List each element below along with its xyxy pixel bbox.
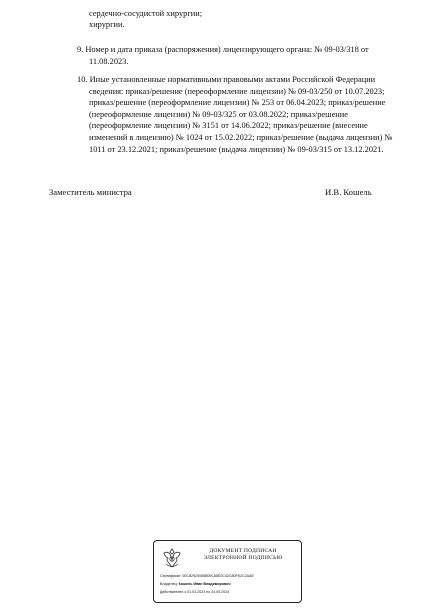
item-10 [77, 74, 407, 155]
item-10-line-7: 1011 от 23.12.2021; приказ/решение (выдача лицензии) № 09-03/315 от 13.12.2021. [89, 144, 384, 154]
item-10-line-3: приказ/решение (переоформление лицензии) № 253 от 06.04.2023; приказ/решение [89, 98, 386, 108]
electronic-signature-stamp [153, 540, 302, 603]
item-10-line-5: (переоформление лицензии) № 3151 от 14.06.2022; приказ/решение (внесение [89, 121, 368, 131]
continuation-line-2: хирургии. [89, 20, 125, 29]
stamp-owner [160, 582, 231, 587]
item-9-line-2: 11.08.2023. [89, 56, 129, 66]
item-10-line-6: изменений в лицензию) № 1024 от 15.02.2022; приказ/решение (выдача лицензии) № [89, 132, 393, 142]
stamp-heading-line-2: ЭЛЕКТРОННОЙ ПОДПИСЬЮ [203, 555, 283, 561]
stamp-validity: Действителен с 01.03.2023 по 24.05.2024 [160, 590, 230, 594]
item-9 [77, 44, 407, 67]
signatory-name: И.В. Кошель [325, 187, 372, 197]
item-10-line-4: (переоформление лицензии) № 09-03/325 от 03.08.2022; приказ/решение [89, 109, 348, 119]
stamp-heading [188, 548, 298, 562]
stamp-owner-label: Владелец: [160, 582, 178, 586]
continuation-line-1: сердечно-сосудистой хирургии; [89, 9, 203, 18]
item-10-line-2: сведения: приказ/решение (переоформление лицензии) № 09-03/250 от 10.07.2023; [89, 86, 385, 96]
item-10-line-1: 10. Иные установленные нормативными правовыми актами Российской Федерации [77, 75, 376, 84]
stamp-certificate-value: 00C82920085B09C85E0C42C80FE2C2AAE [182, 574, 254, 578]
item-9-line-1: 9. Номер и дата приказа (распоряжения) лицензирующего органа: № 09-03/318 от [77, 45, 369, 54]
stamp-heading-line-1: ДОКУМЕНТ ПОДПИСАН [209, 548, 277, 554]
signatory-title: Заместитель министра [49, 187, 132, 197]
coat-of-arms-icon [160, 546, 184, 570]
stamp-certificate [160, 574, 254, 579]
stamp-certificate-label: Сертификат: [160, 574, 182, 578]
stamp-owner-value: Кошель Иван Владимирович [178, 582, 231, 586]
